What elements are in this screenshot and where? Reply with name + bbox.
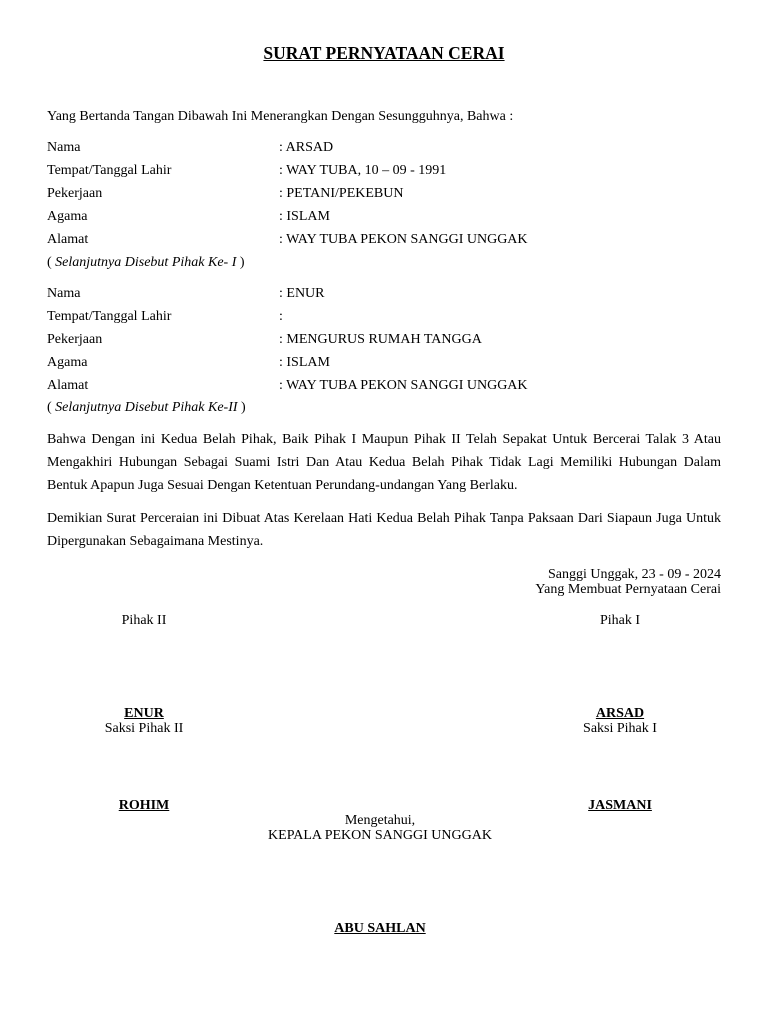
field-value: : ENUR [279, 286, 325, 301]
place-date: Sanggi Unggak, 23 - 09 - 2024 [547, 567, 721, 582]
note-close: ) [236, 255, 245, 270]
note-open: ( [47, 255, 56, 270]
party1-note [47, 255, 245, 271]
field-value: : WAY TUBA PEKON SANGGI UNGGAK [279, 378, 528, 393]
place-date-block [535, 567, 721, 597]
field-label: Agama [47, 355, 88, 370]
document-title: SURAT PERNYATAAN CERAI [263, 43, 505, 63]
note-text: Selanjutnya Disebut Pihak Ke- I [55, 255, 237, 270]
field-value: : ISLAM [279, 209, 330, 224]
note-text: Selanjutnya Disebut Pihak Ke-II [55, 400, 238, 415]
field-label: Pekerjaan [47, 186, 103, 201]
note-open: ( [47, 400, 56, 415]
statement-paragraph: Bahwa Dengan ini Kedua Belah Pihak, Baik Pihak I Maupun Pihak II Telah Sepakat Untuk Bercerai Talak 3 Atau Mengakhiri Hubungan Sebagai Suami Istri Dan Atau Kedua Belah Pihak Tidak Lagi Memiliki Hubungan Dalam Bentuk Apapun Juga Sesuai Dengan Ketentuan Perundang-undangan Yang Berlaku. [47, 432, 721, 493]
witness2-name: ROHIM [118, 798, 170, 813]
party2-heading: Pihak II [121, 613, 167, 628]
party2-signature [64, 706, 224, 736]
party2-note [47, 400, 246, 416]
party1-signature-name: ARSAD [595, 706, 645, 721]
field-label: Pekerjaan [47, 332, 103, 347]
field-value: : PETANI/PEKEBUN [279, 186, 404, 201]
field-label: Tempat/Tanggal Lahir [47, 309, 172, 324]
village-head-title: KEPALA PEKON SANGGI UNGGAK [268, 828, 492, 843]
field-label: Alamat [47, 378, 89, 393]
field-value: : WAY TUBA PEKON SANGGI UNGGAK [279, 232, 528, 247]
field-label: Alamat [47, 232, 89, 247]
field-value: : MENGURUS RUMAH TANGGA [279, 332, 482, 347]
acknowledgement-block [180, 813, 580, 843]
intro-text: Yang Bertanda Tangan Dibawah Ini Menerangkan Dengan Sesungguhnya, Bahwa : [47, 109, 514, 124]
acknowledged-label: Mengetahui, [344, 813, 416, 828]
field-label: Agama [47, 209, 88, 224]
closing-paragraph: Demikian Surat Perceraian ini Dibuat Atas Kerelaan Hati Kedua Belah Pihak Tanpa Paksaan Dari Siapaun Juga Untuk Dipergunakan Sebagaimana Mestinya. [47, 511, 721, 549]
witness1-label: Saksi Pihak I [583, 721, 657, 736]
field-label: Tempat/Tanggal Lahir [47, 163, 172, 178]
party1-signature [540, 706, 700, 736]
field-value: : ISLAM [279, 355, 330, 370]
note-close: ) [237, 400, 246, 415]
field-label: Nama [47, 140, 81, 155]
maker-label: Yang Membuat Pernyataan Cerai [535, 582, 721, 597]
field-value: : [279, 309, 283, 324]
field-label: Nama [47, 286, 81, 301]
field-value: : ARSAD [279, 140, 334, 155]
party2-signature-name: ENUR [124, 706, 164, 721]
witness1-name: JASMANI [588, 798, 652, 813]
party1-heading: Pihak I [599, 613, 641, 628]
village-head-name: ABU SAHLAN [334, 921, 426, 936]
field-value: : WAY TUBA, 10 – 09 - 1991 [279, 163, 447, 178]
witness2-label: Saksi Pihak II [104, 721, 184, 736]
